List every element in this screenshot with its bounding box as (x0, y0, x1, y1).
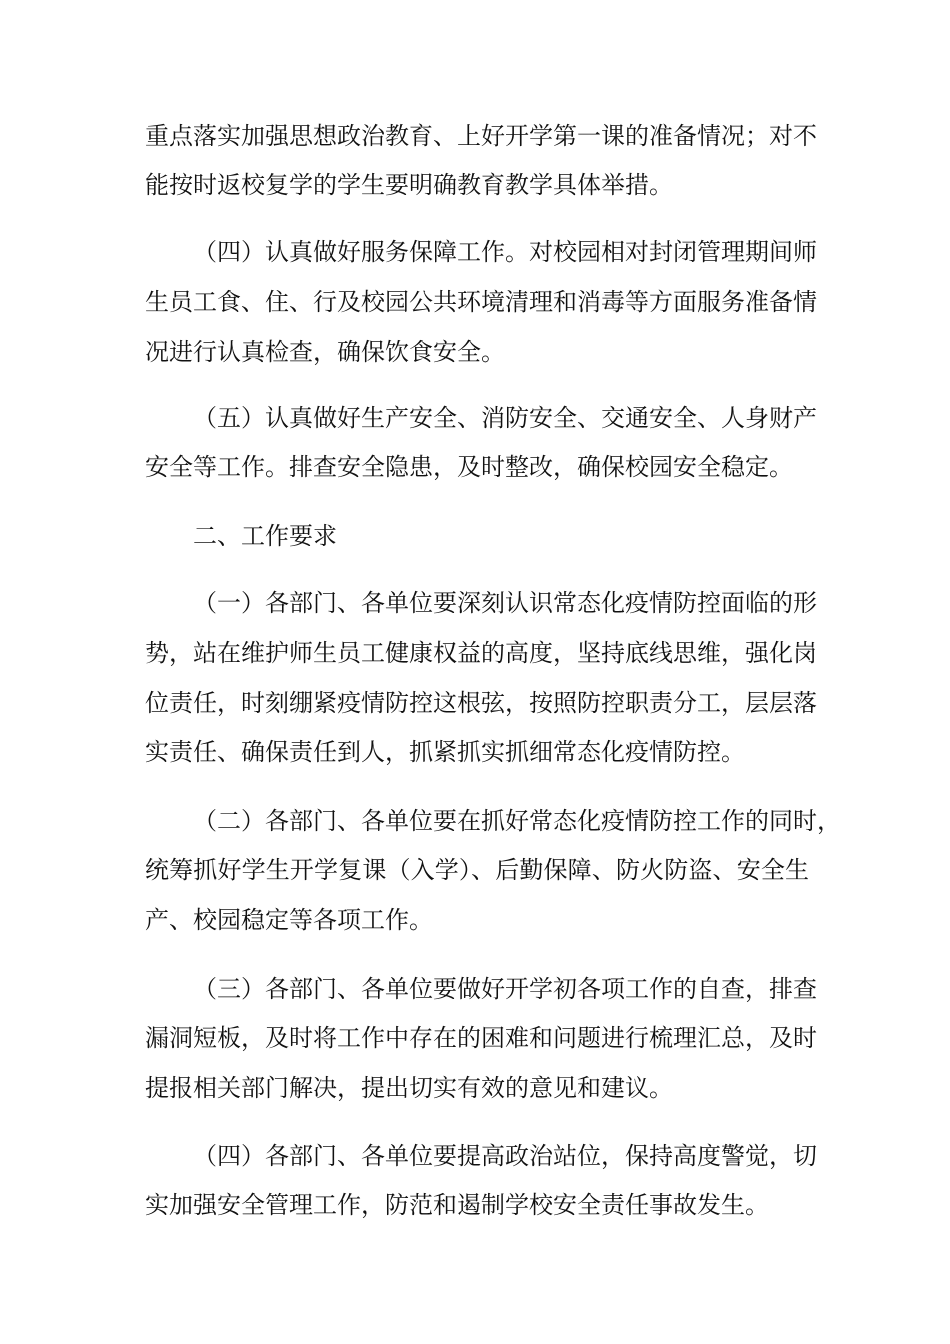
paragraph-4-line-4: 实责任、确保责任到人，抓紧抓实抓细常态化疫情防控。 (145, 738, 745, 766)
paragraph-6-line-3: 提报相关部门解决，提出切实有效的意见和建议。 (145, 1074, 673, 1102)
paragraph-5-line-1: （二）各部门、各单位要在抓好常态化疫情防控工作的同时， (193, 807, 841, 835)
paragraph-6-line-1: （三）各部门、各单位要做好开学初各项工作的自查，排查 (193, 975, 817, 1003)
paragraph-5-line-2: 统筹抓好学生开学复课（入学）、后勤保障、防火防盗、安全生 (145, 856, 809, 884)
paragraph-5-line-3: 产、校园稳定等各项工作。 (145, 906, 433, 934)
paragraph-4-line-3: 位责任，时刻绷紧疫情防控这根弦，按照防控职责分工，层层落 (145, 689, 817, 717)
paragraph-3-line-2: 安全等工作。排查安全隐患，及时整改，确保校园安全稳定。 (145, 453, 793, 481)
paragraph-1-line-2: 能按时返校复学的学生要明确教育教学具体举措。 (145, 171, 673, 199)
paragraph-4-line-1: （一）各部门、各单位要深刻认识常态化疫情防控面临的形 (193, 589, 817, 617)
paragraph-2-line-1: （四）认真做好服务保障工作。对校园相对封闭管理期间师 (193, 238, 817, 266)
paragraph-2-line-3: 况进行认真检查，确保饮食安全。 (145, 338, 505, 366)
paragraph-6-line-2: 漏洞短板，及时将工作中存在的困难和问题进行梳理汇总，及时 (145, 1024, 817, 1052)
paragraph-1-line-1: 重点落实加强思想政治教育、上好开学第一课的准备情况；对不 (145, 122, 817, 150)
paragraph-4-line-2: 势，站在维护师生员工健康权益的高度，坚持底线思维，强化岗 (145, 639, 817, 667)
paragraph-7-line-1: （四）各部门、各单位要提高政治站位，保持高度警觉，切 (193, 1142, 817, 1170)
paragraph-2-line-2: 生员工食、住、行及校园公共环境清理和消毒等方面服务准备情 (145, 288, 817, 316)
paragraph-7-line-2: 实加强安全管理工作，防范和遏制学校安全责任事故发生。 (145, 1191, 769, 1219)
paragraph-3-line-1: （五）认真做好生产安全、消防安全、交通安全、人身财产 (193, 404, 817, 432)
section-heading: 二、工作要求 (193, 522, 337, 550)
